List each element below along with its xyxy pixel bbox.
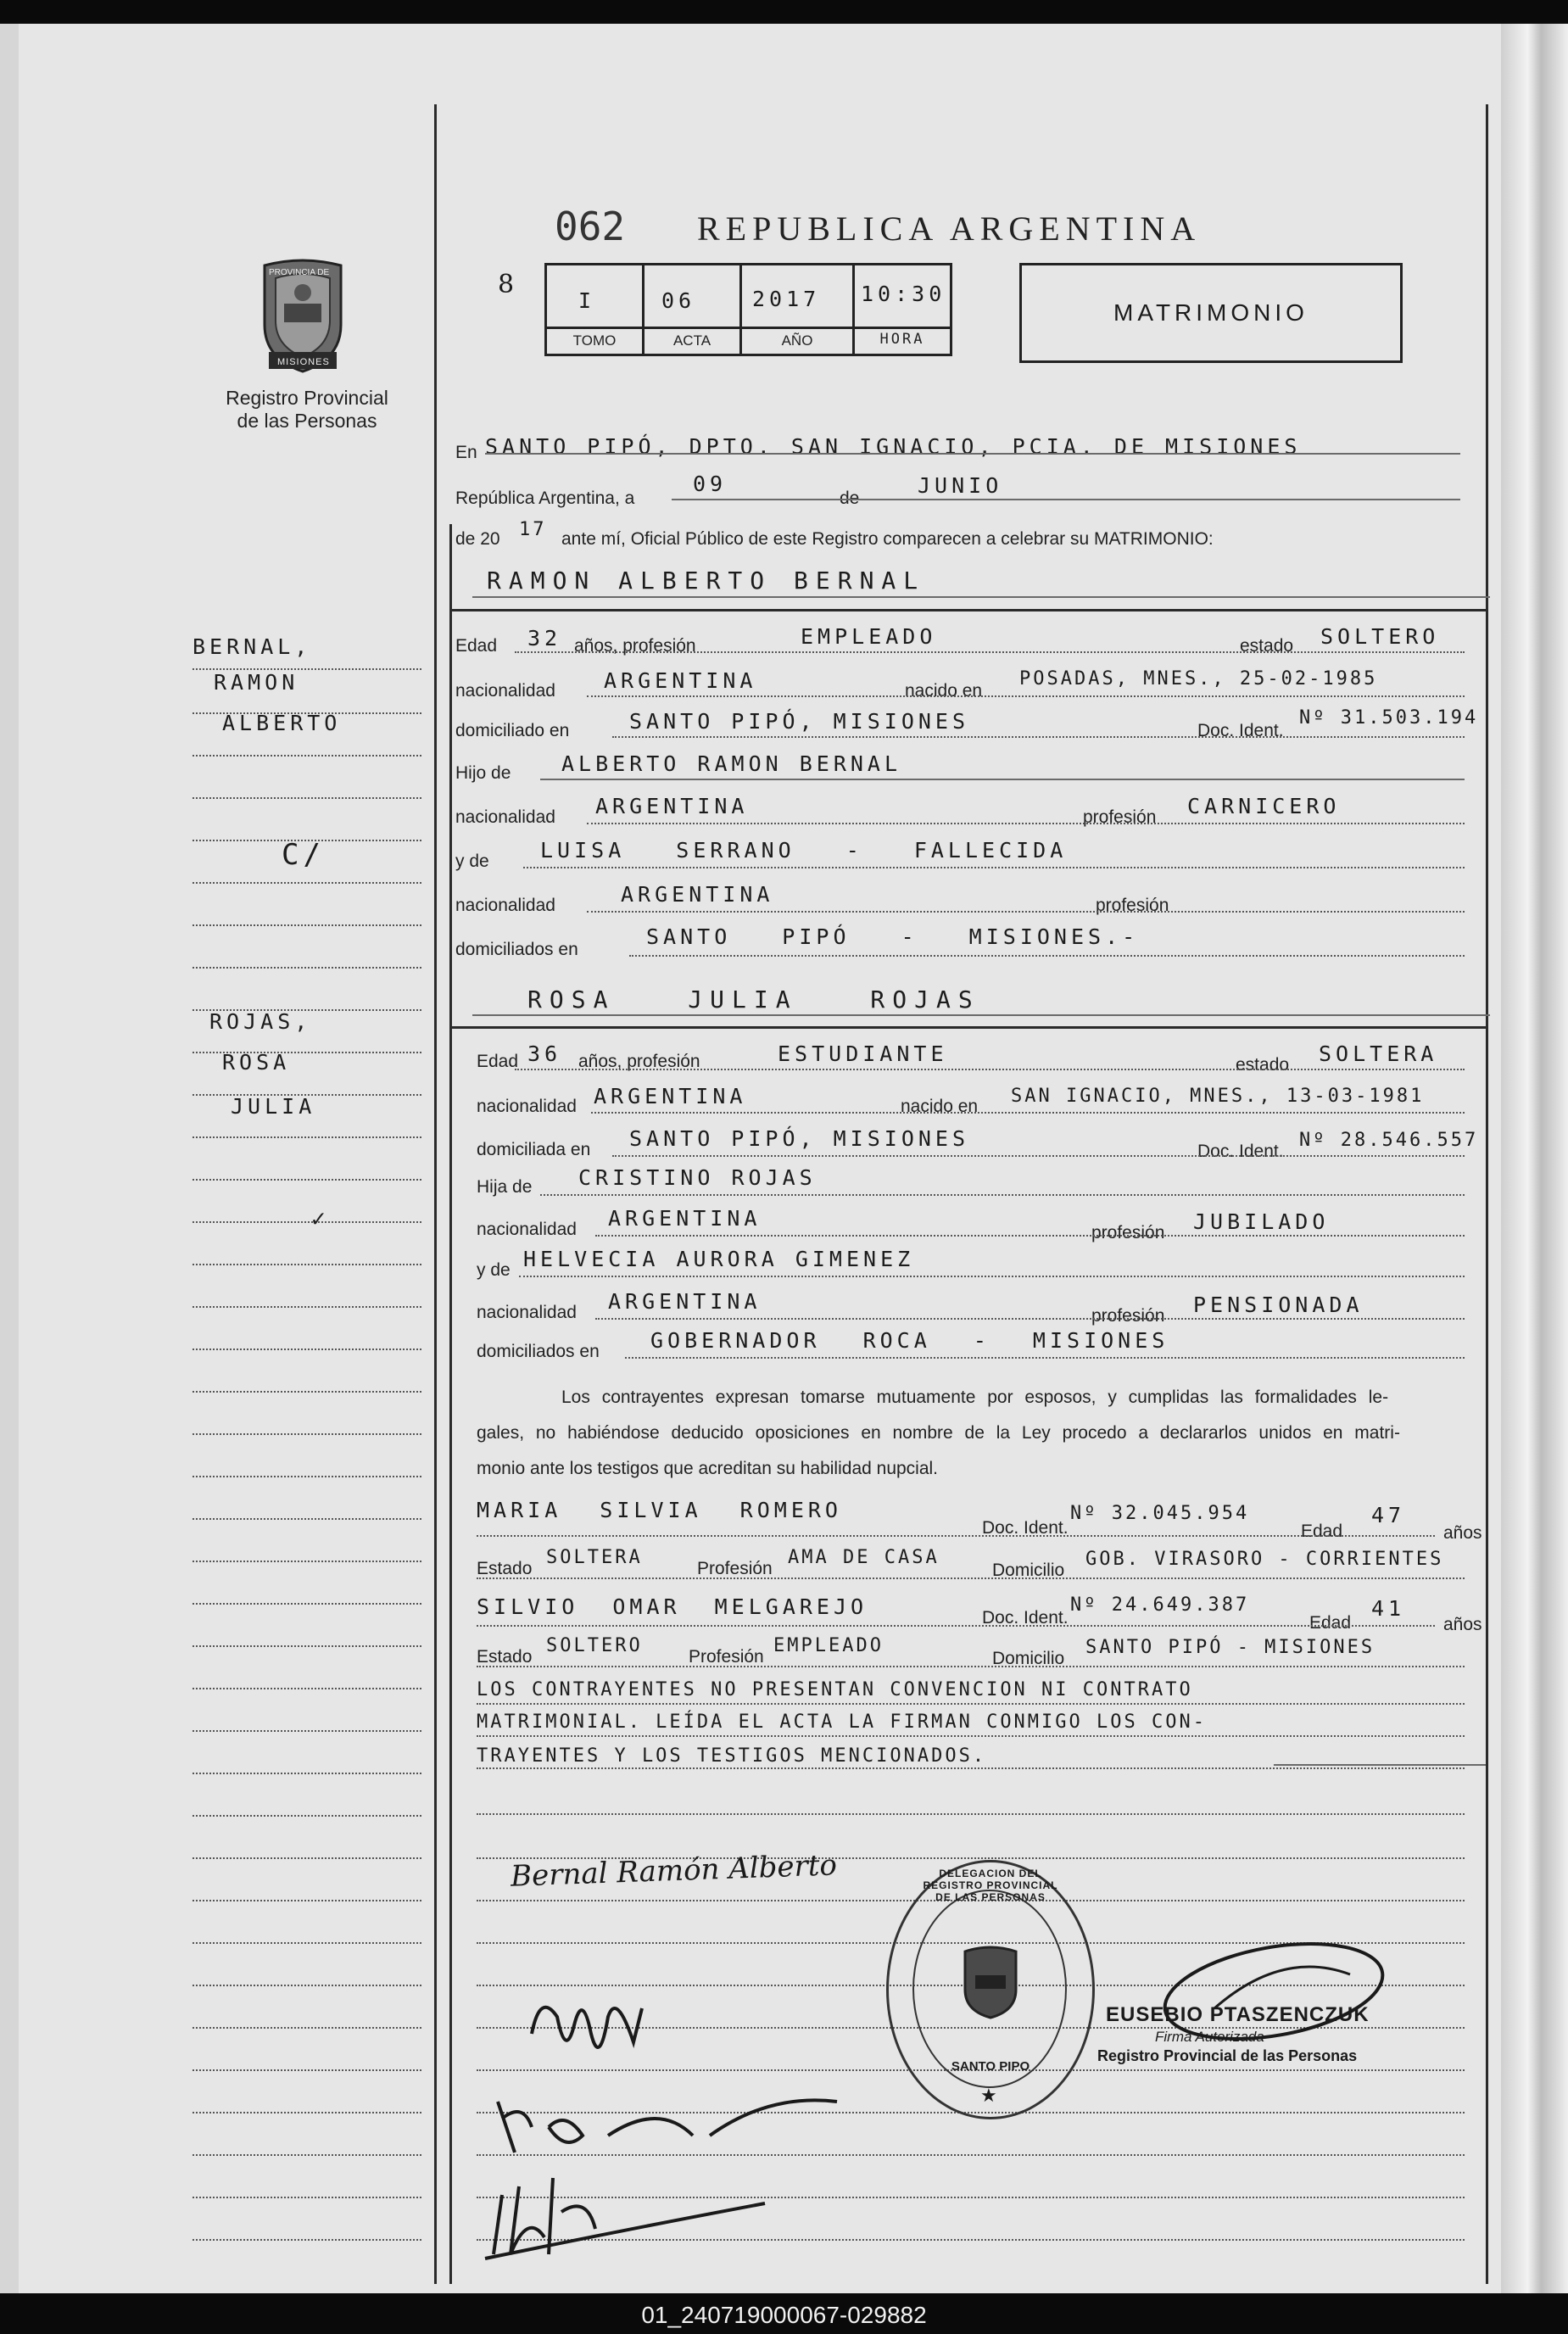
witness1-edad-label: Edad [1301, 1522, 1343, 1541]
registry-stamp [886, 1860, 1095, 2119]
bride-row7-line [595, 1318, 1465, 1320]
margin-line [193, 1815, 421, 1817]
groom-mother: LUISA SERRANO - FALLECIDA [540, 838, 1068, 863]
groom-name-line [472, 596, 1490, 598]
margin-line [193, 1348, 421, 1350]
groom-father-nationality: ARGENTINA [595, 794, 749, 818]
de-label: de [840, 489, 860, 508]
bride-dom-label: domiciliada en [477, 1140, 591, 1159]
bride-age: 36 [527, 1041, 562, 1066]
groom-row2-line [587, 695, 1465, 697]
stamp-star-icon: ★ [980, 2085, 997, 2106]
notes-row3-line [477, 1767, 1465, 1769]
bride-mother-profession: PENSIONADA [1193, 1293, 1364, 1317]
margin-line [193, 924, 421, 926]
groom-parents-address: SANTO PIPÓ - MISIONES.- [646, 924, 1140, 949]
bride-row5-line [595, 1235, 1465, 1237]
margin-line [193, 1306, 421, 1308]
bride-father-nat-label: nacionalidad [477, 1220, 577, 1239]
bride-father-prof-label: profesión [1091, 1223, 1165, 1242]
witness1-row1-line [477, 1535, 1435, 1537]
groom-hijo-label: Hijo de [455, 763, 511, 783]
margin-line [193, 1900, 421, 1901]
margin-line [193, 1603, 421, 1605]
groom-row6-line [523, 867, 1465, 868]
logo-text-bottom: MISIONES [277, 357, 330, 367]
witness1-domicilio-label: Domicilio [992, 1561, 1065, 1580]
document-type: MATRIMONIO [1113, 299, 1309, 326]
witness2-civil-status: SOLTERO [546, 1635, 643, 1656]
margin-line [193, 2239, 421, 2241]
declaration-line-3: monio ante los testigos que acreditan su habilidad nupcial. [477, 1459, 939, 1478]
groom-mother-nationality: ARGENTINA [621, 882, 774, 907]
margin-line [193, 755, 421, 757]
witness1-doc-number: Nº 32.045.954 [1070, 1503, 1250, 1524]
tomo-value: I [578, 288, 596, 313]
groom-nacido-label: nacido en [905, 681, 983, 701]
groom-parents-dom-label: domiciliados en [455, 940, 578, 959]
notes-row2-line [477, 1735, 1465, 1737]
anio-label: AÑO [781, 332, 813, 349]
notes-line-3: TRAYENTES Y LOS TESTIGOS MENCIONADOS. [477, 1745, 987, 1767]
bride-nac-label: nacionalidad [477, 1097, 577, 1116]
witness2-doc-label: Doc. Ident. [982, 1608, 1069, 1628]
stamp-text: DELEGACION DEL REGISTRO PROVINCIAL DE LAS PERSONAS [923, 1868, 1058, 1903]
declaration-line-1: Los contrayentes expresan tomarse mutuamente por esposos, y cumplidas las formalidades le- [561, 1388, 1389, 1407]
scan-background [0, 24, 1568, 2293]
groom-edad-label: Edad [455, 636, 498, 656]
bride-yde-label: y de [477, 1260, 511, 1280]
groom-address: SANTO PIPÓ, MISIONES [629, 709, 970, 734]
groom-signature: Bernal Ramón Alberto [510, 1848, 838, 1894]
groom-mother-nat-label: nacionalidad [455, 896, 555, 915]
margin-line [193, 797, 421, 799]
margin-line [193, 1730, 421, 1732]
groom-age: 32 [527, 626, 562, 651]
marriage-place: SANTO PIPÓ, DPTO. SAN IGNACIO, PCIA. DE MISIONES [485, 434, 1302, 459]
margin-column-divider [434, 104, 437, 2284]
bride-section-top [449, 1026, 1488, 1029]
margin-bride-line-1: ROJAS, [209, 1009, 312, 1034]
margin-check: ✓ [311, 1204, 330, 1232]
witness2-age: 41 [1371, 1596, 1406, 1621]
bride-parents-dom-label: domiciliados en [477, 1342, 600, 1361]
bride-father: CRISTINO ROJAS [578, 1165, 817, 1190]
groom-nationality: ARGENTINA [604, 668, 757, 693]
groom-doc-label: Doc. Ident. [1197, 721, 1284, 740]
witness1-civil-status: SOLTERA [546, 1547, 643, 1568]
bride-mother-prof-label: profesión [1091, 1306, 1165, 1326]
margin-bride-line-3: JULIA [231, 1094, 316, 1119]
groom-full-name-text: RAMON ALBERTO BERNAL [487, 567, 926, 595]
margin-line [193, 2112, 421, 2113]
bride-nationality: ARGENTINA [594, 1084, 747, 1108]
record-box [544, 263, 958, 356]
witness2-doc-number: Nº 24.649.387 [1070, 1594, 1250, 1616]
bride-row1-line [515, 1069, 1465, 1070]
bride-mother-nationality: ARGENTINA [608, 1289, 762, 1314]
witness2-name: SILVIO OMAR MELGAREJO [477, 1594, 868, 1619]
witness2-edad-label: Edad [1309, 1613, 1352, 1633]
marriage-day: 09 [693, 472, 728, 496]
groom-row7-line [587, 911, 1465, 913]
witness2-signature-scribble [477, 2161, 782, 2271]
bride-estado-label: estado [1236, 1055, 1290, 1075]
bride-doc-label: Doc. Ident. [1197, 1142, 1284, 1161]
groom-father-prof-label: profesión [1083, 807, 1157, 827]
notes-line-1: LOS CONTRAYENTES NO PRESENTAN CONVENCION NI CONTRATO [477, 1679, 1193, 1700]
groom-civil-status: SOLTERO [1320, 624, 1440, 649]
date-line [672, 499, 1460, 500]
groom-section-top [449, 609, 1488, 611]
bride-mother: HELVECIA AURORA GIMENEZ [523, 1247, 915, 1271]
witness1-signature-scribble [489, 2085, 845, 2169]
witness2-profesion-label: Profesión [689, 1647, 764, 1667]
tomo-label: TOMO [572, 332, 617, 349]
marriage-year: 17 [519, 519, 547, 540]
margin-line [193, 967, 421, 969]
registry-line-1: Registro Provincial [226, 387, 388, 409]
bride-full-name: ROSA JULIA ROJAS [527, 986, 980, 1013]
bride-profesion-label: años, profesión [578, 1052, 700, 1071]
margin-line [193, 2197, 421, 2198]
groom-father-profession: CARNICERO [1187, 794, 1341, 818]
bride-profession: ESTUDIANTE [778, 1041, 948, 1066]
margin-groom-line-3: ALBERTO [222, 711, 342, 735]
record-number: 062 [555, 204, 626, 249]
margin-line [193, 1857, 421, 1859]
groom-full-name [487, 567, 1454, 595]
country-title: REPUBLICA ARGENTINA [697, 209, 1202, 248]
witness1-profession: AMA DE CASA [788, 1547, 940, 1568]
bride-father-profession: JUBILADO [1193, 1209, 1330, 1234]
logo-text-top: PROVINCIA DE [269, 268, 330, 277]
margin-line [193, 1645, 421, 1647]
official-registry: Registro Provincial de las Personas [1097, 2047, 1358, 2064]
margin-line [193, 2027, 421, 2029]
bride-name-line [472, 1014, 1490, 1016]
acta-label: ACTA [672, 332, 711, 349]
bride-row4-line [540, 1194, 1465, 1196]
official-name: EUSEBIO PTASZENCZUK [1106, 2003, 1370, 2026]
margin-line [193, 1985, 421, 1986]
bride-edad-label: Edad [477, 1052, 519, 1071]
bride-mother-nat-label: nacionalidad [477, 1303, 577, 1322]
groom-father: ALBERTO RAMON BERNAL [561, 751, 902, 776]
stamp-place: SANTO PIPO [951, 2059, 1030, 2074]
margin-line [193, 1476, 421, 1477]
body-right-border [1486, 104, 1488, 2284]
groom-row8-line [629, 955, 1465, 957]
bride-nacido-label: nacido en [901, 1097, 979, 1116]
bride-hija-label: Hija de [477, 1177, 533, 1197]
notes-row1-line [477, 1703, 1465, 1705]
groom-row3-line [612, 736, 1465, 738]
groom-profesion-label: años, profesión [574, 636, 696, 656]
groom-yde-label: y de [455, 852, 489, 871]
witness2-row1-line [477, 1625, 1435, 1627]
groom-mother-prof-label: profesión [1096, 896, 1169, 915]
margin-groom-line-1: BERNAL, [193, 634, 312, 659]
bride-civil-status: SOLTERA [1319, 1041, 1438, 1066]
document-type-box [1019, 263, 1403, 363]
bride-row2-line [591, 1112, 1465, 1114]
groom-father-nat-label: nacionalidad [455, 807, 555, 827]
witness1-name: MARIA SILVIA ROMERO [477, 1498, 842, 1522]
margin-line [193, 882, 421, 884]
witness1-doc-label: Doc. Ident. [982, 1518, 1069, 1538]
margin-line [193, 1773, 421, 1774]
witness1-age: 47 [1371, 1503, 1406, 1527]
witness2-estado-label: Estado [477, 1647, 533, 1667]
witness2-profession: EMPLEADO [773, 1635, 884, 1656]
registry-line-2: de las Personas [237, 410, 377, 432]
place-line [485, 453, 1460, 455]
groom-doc-number: Nº 31.503.194 [1299, 707, 1479, 729]
bride-row3-line [612, 1155, 1465, 1157]
acta-value: 06 [661, 288, 696, 313]
declaration-line-2: gales, no habiéndose deducido oposiciones en nombre de la Ley procedo a declararlos unidos en matri- [477, 1423, 1400, 1443]
bride-address: SANTO PIPÓ, MISIONES [629, 1126, 970, 1151]
margin-line [193, 1688, 421, 1689]
record-sheet [19, 24, 1511, 2293]
witness1-anos-label: años [1443, 1523, 1482, 1543]
record-box-divider [544, 327, 952, 329]
footer-bar [0, 2293, 1568, 2334]
groom-birth: POSADAS, MNES., 25-02-1985 [1019, 668, 1378, 690]
year-prefix: de 20 [455, 529, 500, 549]
margin-line [193, 2154, 421, 2156]
margin-line [193, 2069, 421, 2071]
ruled-line [477, 1813, 1465, 1815]
stamp-emblem-icon [957, 1943, 1024, 2019]
margin-line [193, 1264, 421, 1265]
witness2-address: SANTO PIPÓ - MISIONES [1085, 1637, 1375, 1658]
hora-label: HORA [879, 331, 925, 348]
witness2-row2-line [477, 1666, 1465, 1667]
groom-profession: EMPLEADO [801, 624, 937, 649]
bride-row8-line [625, 1357, 1465, 1359]
margin-bride-line-2: ROSA [222, 1050, 291, 1075]
witness1-estado-label: Estado [477, 1559, 533, 1578]
margin-line [193, 1179, 421, 1181]
registry-name [214, 387, 400, 433]
en-label: En [455, 443, 477, 462]
page-edges [1501, 24, 1568, 2293]
bride-row6-line [519, 1276, 1465, 1277]
bride-parents-address: GOBERNADOR ROCA - MISIONES [650, 1328, 1169, 1353]
margin-connector: C/ [282, 838, 325, 872]
year-rest: ante mí, Oficial Público de este Registro comparecen a celebrar su MATRIMONIO: [561, 529, 1214, 549]
republica-label: República Argentina, a [455, 489, 635, 508]
margin-line [193, 1518, 421, 1520]
groom-row1-line [515, 651, 1465, 653]
groom-estado-label: estado [1240, 636, 1294, 656]
bride-doc-number: Nº 28.546.557 [1299, 1130, 1479, 1151]
groom-row5-line [587, 823, 1465, 824]
margin-line [193, 1433, 421, 1435]
margin-line [193, 1391, 421, 1393]
anio-value: 2017 [752, 287, 821, 311]
official-title: Firma Autorizada [1155, 2029, 1264, 2045]
notes-end-line [1274, 1764, 1486, 1766]
groom-row4-line [540, 779, 1465, 780]
marriage-month: JUNIO [918, 473, 1003, 498]
witness1-address: GOB. VIRASORO - CORRIENTES [1085, 1549, 1444, 1570]
margin-line [193, 1136, 421, 1138]
margin-groom-line-2: RAMON [214, 670, 299, 695]
corner-mark: 8 [498, 270, 515, 299]
witness2-anos-label: años [1443, 1615, 1482, 1634]
notes-line-2: MATRIMONIAL. LEÍDA EL ACTA LA FIRMAN CONMIGO LOS CON- [477, 1711, 1207, 1733]
witness1-row2-line [477, 1577, 1465, 1579]
groom-nac-label: nacionalidad [455, 681, 555, 701]
bride-father-nationality: ARGENTINA [608, 1206, 762, 1231]
hora-value: 10:30 [861, 282, 946, 306]
bride-birth: SAN IGNACIO, MNES., 13-03-1981 [1011, 1086, 1425, 1107]
image-code: 01_240719000067-029882 [641, 2302, 927, 2328]
witness2-domicilio-label: Domicilio [992, 1649, 1065, 1668]
margin-line [193, 1942, 421, 1944]
bride-signature-scribble [523, 1983, 667, 2085]
margin-line [193, 1561, 421, 1562]
groom-dom-label: domiciliado en [455, 721, 570, 740]
margin-line [193, 1221, 421, 1223]
witness1-profesion-label: Profesión [697, 1559, 773, 1578]
body-left-border [449, 524, 452, 2284]
